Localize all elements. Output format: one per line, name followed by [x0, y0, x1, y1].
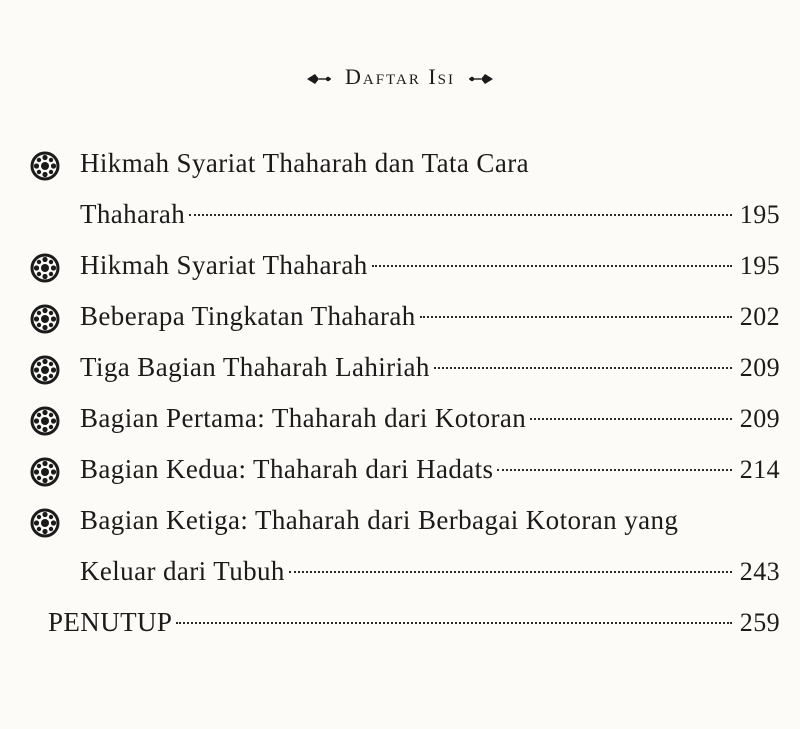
toc-entry-closing[interactable] — [30, 597, 780, 648]
toc-entry-title-cont: Thaharah — [80, 199, 186, 229]
toc-entry-title: Bagian Ketiga: Thaharah dari Berbagai Kotoran yang — [80, 505, 679, 535]
toc-entry[interactable] — [30, 291, 780, 342]
dot-leader — [434, 367, 732, 369]
toc-page-number: 195 — [739, 200, 780, 229]
rosette-ornament-icon — [30, 406, 60, 436]
dot-leader — [372, 265, 732, 267]
toc-page-number: 195 — [739, 251, 780, 280]
dot-leader — [289, 571, 732, 573]
rosette-ornament-icon — [30, 151, 60, 181]
rosette-ornament-icon — [30, 253, 60, 283]
toc-page-number: 259 — [739, 608, 780, 637]
rosette-ornament-icon — [30, 508, 60, 538]
toc-entry-title: Hikmah Syariat Thaharah — [80, 250, 368, 280]
toc-page-number: 209 — [739, 353, 780, 382]
toc-entry[interactable] — [30, 495, 780, 597]
diamond-fleuron-icon — [467, 71, 495, 87]
rosette-ornament-icon — [30, 304, 60, 334]
heading-title: Daftar Isi — [344, 64, 456, 89]
dot-leader — [497, 469, 731, 471]
rosette-ornament-icon — [30, 355, 60, 385]
toc-entry-title: Bagian Kedua: Thaharah dari Hadats — [80, 454, 494, 484]
dot-leader — [176, 622, 731, 624]
toc-page-number: 209 — [739, 404, 780, 433]
toc-entry-title: PENUTUP — [48, 607, 173, 637]
rosette-ornament-icon — [30, 457, 60, 487]
toc-entry-title: Tiga Bagian Thaharah Lahiriah — [80, 352, 430, 382]
dot-leader — [189, 214, 732, 216]
toc-page-number: 243 — [739, 557, 780, 586]
toc-entry-title-cont: Keluar dari Tubuh — [80, 556, 285, 586]
toc-entry-title: Beberapa Tingkatan Thaharah — [80, 301, 416, 331]
dot-leader — [420, 316, 732, 318]
dot-leader — [530, 418, 732, 420]
table-of-contents — [30, 138, 780, 648]
diamond-fleuron-icon — [305, 71, 333, 87]
toc-entry[interactable] — [30, 393, 780, 444]
toc-page-number: 214 — [739, 455, 780, 484]
toc-page-number: 202 — [739, 302, 780, 331]
toc-entry-title: Hikmah Syariat Thaharah dan Tata Cara — [80, 148, 530, 178]
page-heading — [0, 62, 800, 92]
toc-entry[interactable] — [30, 138, 780, 240]
toc-entry-title: Bagian Pertama: Thaharah dari Kotoran — [80, 403, 527, 433]
toc-entry[interactable] — [30, 444, 780, 495]
toc-entry[interactable] — [30, 240, 780, 291]
toc-entry[interactable] — [30, 342, 780, 393]
